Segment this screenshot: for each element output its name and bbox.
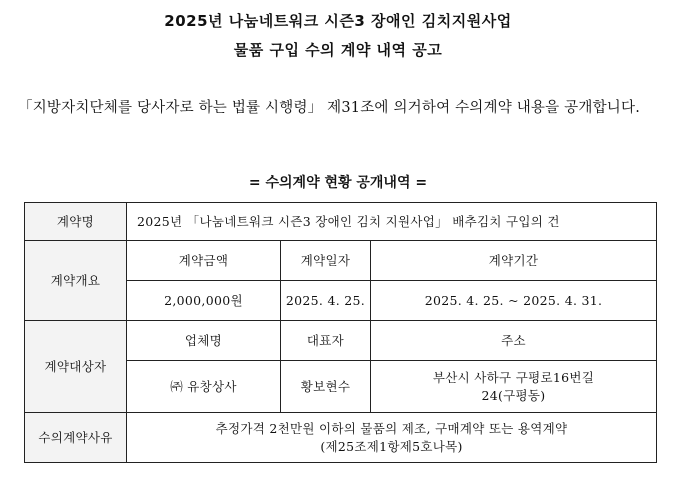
company-value: ㈜ 유창상사 [127,361,281,413]
company-label: 업체명 [127,321,281,361]
date-label: 계약일자 [281,241,371,281]
rep-label: 대표자 [281,321,371,361]
address-value [371,361,657,413]
rep-value: 황보현수 [281,361,371,413]
reason-line2: (제25조제1항제5호나목) [320,438,463,454]
notice-title-line1: 2025년 나눔네트워크 시즌3 장애인 김치지원사업 [164,12,512,30]
row-overview-header [25,241,657,281]
intro-paragraph: 「지방자치단체를 당사자로 하는 법률 시행령」 제31조에 의거하여 수의계약 내용을 공개합니다. [18,100,640,116]
contract-name-label: 계약명 [25,203,127,241]
address-line2: 24(구평동) [481,387,546,403]
period-value: 2025. 4. 25. ~ 2025. 4. 31. [371,281,657,321]
section-subheading: = 수의계약 현황 공개내역 = [248,175,428,191]
overview-label: 계약개요 [25,241,127,321]
row-contract-name [25,203,657,241]
contract-name-value: 2025년 「나눔네트워크 시즌3 장애인 김치 지원사업」 배추김치 구입의 건 [127,203,657,241]
reason-label: 수의계약사유 [25,413,127,463]
address-line1: 부산시 사하구 구평로16번길 [432,369,595,385]
party-label: 계약대상자 [25,321,127,413]
period-label: 계약기간 [371,241,657,281]
notice-title-line2: 물품 구입 수의 계약 내역 공고 [233,41,443,59]
amount-label: 계약금액 [127,241,281,281]
row-party-header [25,321,657,361]
contract-table [24,202,657,463]
reason-line1: 추정가격 2천만원 이하의 물품의 제조, 구매계약 또는 용역계약 [215,420,568,436]
reason-value [127,413,657,463]
date-value: 2025. 4. 25. [281,281,371,321]
amount-value: 2,000,000원 [127,281,281,321]
row-reason [25,413,657,463]
address-label: 주소 [371,321,657,361]
